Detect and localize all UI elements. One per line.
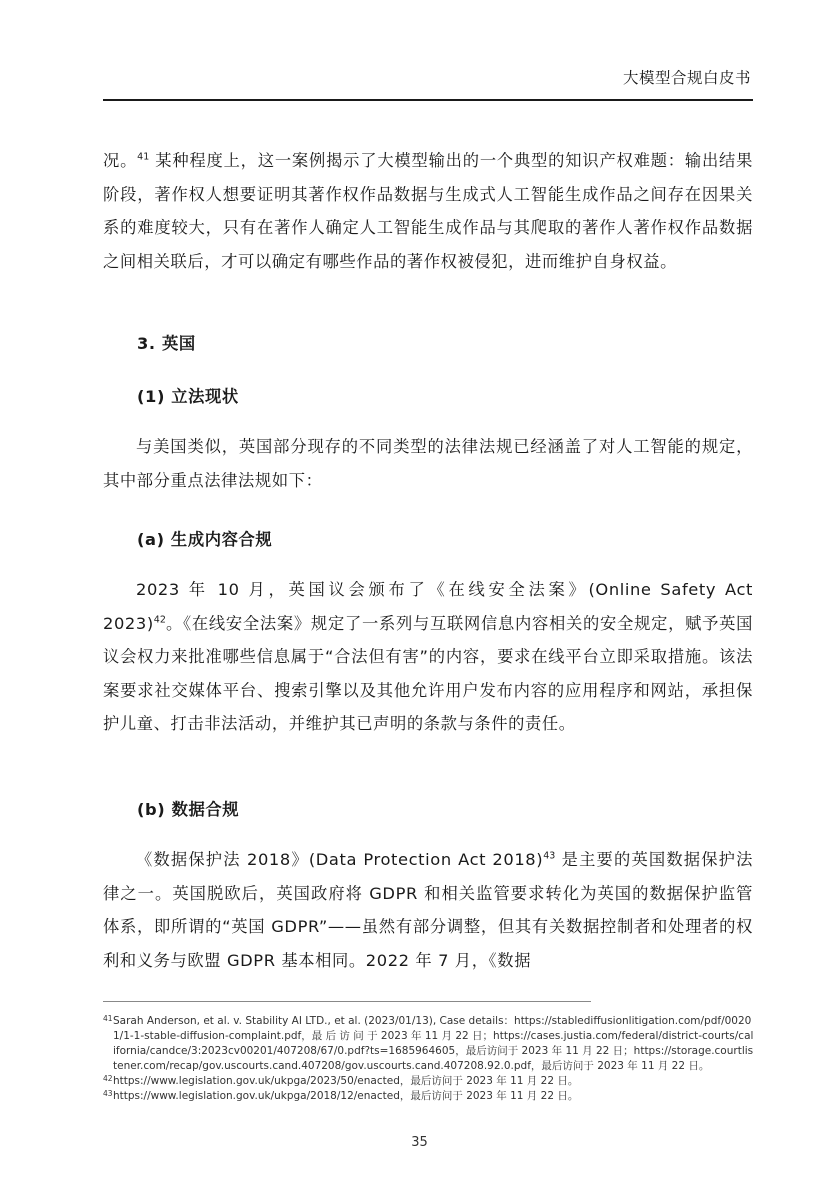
paragraph-text: 况。 — [103, 151, 138, 170]
footnote-ref-42[interactable]: 42 — [153, 614, 166, 626]
footnote-ref-43[interactable]: 43 — [543, 850, 556, 862]
paragraph-data-protection-act — [103, 843, 753, 977]
paragraph-online-safety-act — [103, 573, 753, 741]
paragraph-text: 某种程度上，这一案例揭示了大模型输出的一个典型的知识产权难题：输出结果阶段，著作权人想要证明其著作权作品数据与生成式人工智能生成作品之间存在因果关系的难度较大，只有在著作人确定人工智能生成作品与其爬取的著作人著作权作品数据之间相关联后，才可以确定有哪些作品的著作权被侵犯，进而维护自身权益。 — [103, 151, 753, 271]
footnote-mark: 42 — [103, 1074, 113, 1083]
subsection-heading-legislation: (1) 立法现状 — [137, 387, 239, 406]
footnote-mark: 43 — [103, 1089, 113, 1098]
paragraph-uk-overview: 与美国类似，英国部分现存的不同类型的法律法规已经涵盖了对人工智能的规定，其中部分重点法律法规如下： — [103, 437, 753, 490]
footnote-mark: 41 — [103, 1014, 113, 1023]
footnotes — [103, 1014, 755, 1104]
page-number: 35 — [411, 1135, 428, 1150]
paragraph-text: 是主要的英国数据保护法律之一。英国脱欧后，英国政府将 GDPR 和相关监管要求转化为英国的数据保护监管体系，即所谓的“英国 GDPR”——虽然有部分调整，但其有关数据控制者和处理者的权利和义务与欧盟 GDPR 基本相同。2022 年 7 月，《数据 — [103, 850, 753, 970]
header-rule — [103, 99, 753, 101]
footnote-rule — [103, 1001, 591, 1002]
paragraph-text: 《数据保护法 2018》(Data Protection Act 2018) — [136, 850, 544, 869]
footnote-text: https://www.legislation.gov.uk/ukpga/2018/12/enacted，最后访问于 2023 年 11 月 22 日。 — [113, 1090, 579, 1102]
paragraph-text: 。《在线安全法案》规定了一系列与互联网信息内容相关的安全规定，赋予英国议会权力来批准哪些信息属于“合法但有害”的内容，要求在线平台立即采取措施。该法案要求社交媒体平台、搜索引擎以及其他允许用户发布内容的应用程序和网站，承担保护儿童、打击非法活动，并维护其已声明的条款与条件的责任。 — [103, 613, 753, 733]
footnote-text: https://www.legislation.gov.uk/ukpga/2023/50/enacted，最后访问于 2023 年 11 月 22 日。 — [113, 1075, 579, 1087]
section-heading-uk: 3. 英国 — [137, 334, 196, 353]
paragraph-case-analysis — [103, 144, 753, 278]
footnote-ref-41[interactable]: 41 — [137, 151, 150, 163]
footnote-41 — [103, 1014, 755, 1074]
footnote-text: Sarah Anderson, et al. v. Stability AI LTD., et al. (2023/01/13), Case details：https://stablediffusionlitigation.com/pdf/00201/1-1-stable-diffusion-complaint.pdf，最 后 访 问 于 2023 年 11 月 22 日；https://cases.justia.com/federal/district-courts/california/candce/3:2023cv00201/407208/67/0.pdf?ts=1685964605，最后访问于 2023 年 11 月 22 日；https://storage.courtlistener.com/recap/gov.uscourts.cand.407208/gov.uscourts.cand.407208.92.0.pdf，最后访问于 2023 年 11 月 22 日。 — [113, 1015, 754, 1072]
paragraph-text: 2023 年 10 月，英国议会颁布了《在线安全法案》(Online Safety Act 2023) — [103, 580, 753, 633]
subsection-heading-content-compliance: (a) 生成内容合规 — [137, 530, 273, 549]
running-title: 大模型合规白皮书 — [622, 69, 751, 87]
footnote-42 — [103, 1074, 755, 1089]
footnote-43 — [103, 1089, 755, 1104]
subsection-heading-data-compliance: (b) 数据合规 — [137, 800, 240, 819]
